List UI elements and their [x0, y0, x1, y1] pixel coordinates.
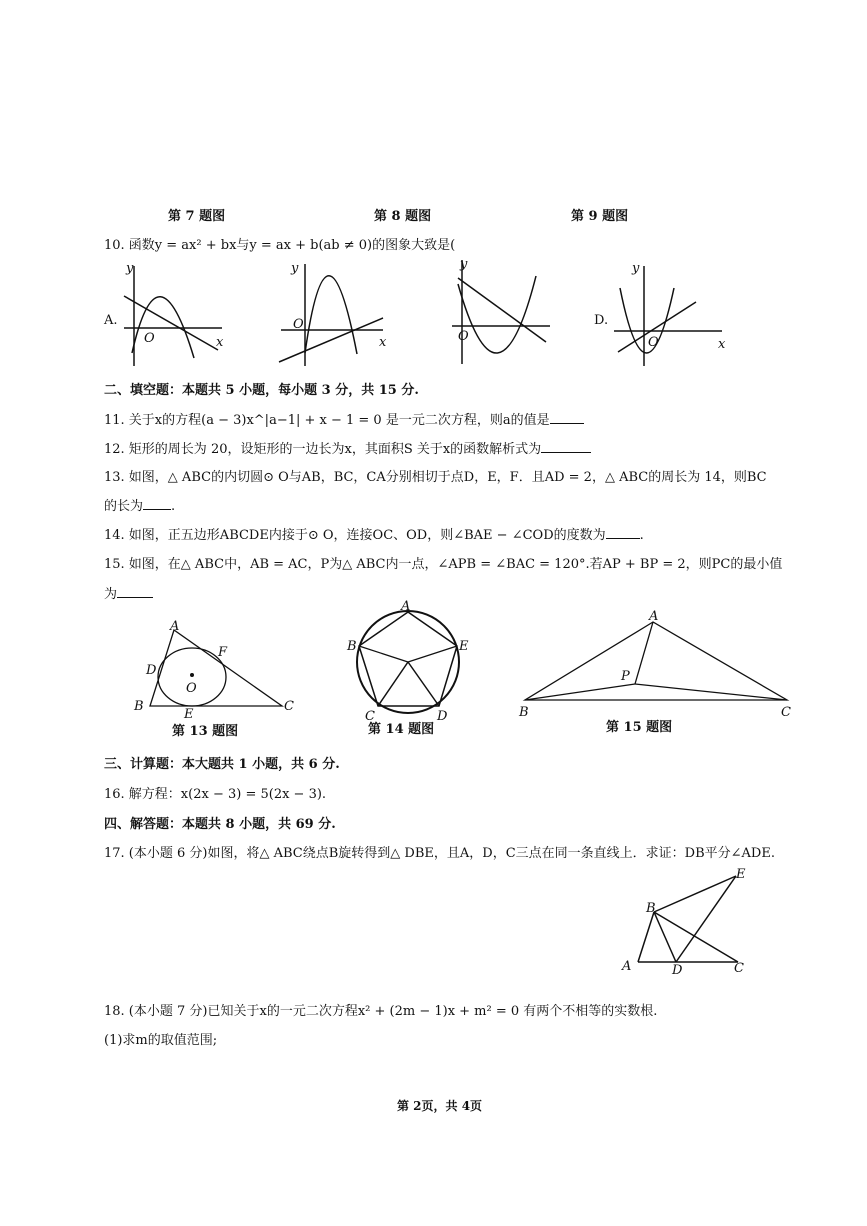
q10-graph-b	[275, 258, 390, 373]
svg-text:C: C	[734, 961, 744, 976]
svg-text:C: C	[365, 709, 375, 724]
svg-text:E: E	[736, 867, 746, 882]
svg-text:y: y	[291, 261, 299, 276]
fig17-rotation	[618, 866, 768, 978]
svg-text:y: y	[460, 257, 468, 272]
q15-line2: 为	[104, 585, 153, 604]
fig7-caption: 第 7 题图	[168, 209, 226, 224]
svg-text:y: y	[632, 261, 640, 276]
svg-text:A: A	[649, 609, 659, 624]
q10-graph-d	[610, 258, 730, 373]
svg-text:O: O	[648, 335, 659, 350]
q14: 14. 如图，正五边形ABCDE内接于⊙ O，连接OC、OD，则∠BAE − ∠COD的度数为 .	[104, 528, 644, 543]
q13-line1: 13. 如图，△ ABC的内切圆⊙ O与AB，BC，CA分别相切于点D，E，F．且AD = 2，△ ABC的周长为 14，则BC	[104, 470, 767, 485]
fig13-triangle-incircle	[130, 618, 305, 722]
svg-text:x: x	[379, 335, 387, 350]
fig8-caption: 第 8 题图	[374, 209, 432, 224]
svg-text:E: E	[459, 639, 469, 654]
page-footer: 第 2页，共 4页	[397, 1099, 483, 1113]
q13-line2: 的长为 .	[104, 499, 176, 514]
svg-text:B: B	[646, 901, 656, 916]
fig9-caption: 第 9 题图	[571, 209, 629, 224]
q10-graph-c	[448, 256, 558, 376]
svg-text:x: x	[718, 337, 726, 352]
svg-text:x: x	[216, 335, 224, 350]
q18-part1: (1)求m的取值范围;	[104, 1033, 218, 1048]
svg-text:B: B	[134, 699, 144, 714]
fig14-pentagon-circle	[345, 599, 475, 724]
svg-text:D: D	[672, 963, 683, 978]
svg-text:C: C	[284, 699, 294, 714]
q10-option-a: A.	[104, 313, 118, 328]
svg-text:C: C	[781, 705, 791, 720]
svg-text:y: y	[126, 261, 134, 276]
svg-text:A: A	[622, 959, 632, 974]
section3-heading: 三、计算题：本大题共 1 小题，共 6 分.	[104, 757, 340, 772]
svg-text:B: B	[347, 639, 357, 654]
svg-text:B: B	[519, 705, 529, 720]
q15-line1: 15. 如图，在△ ABC中，AB = AC，P为△ ABC内一点，∠APB = ∠BAC = 120°.若AP + BP = 2，则PC的最小值	[104, 557, 783, 572]
fig15-caption: 第 15 题图	[606, 720, 673, 735]
q12: 12. 矩形的周长为 20，设矩形的一边长为x，其面积S 关于x的函数解析式为	[104, 440, 591, 459]
section2-heading: 二、填空题：本题共 5 小题，每小题 3 分，共 15 分.	[104, 383, 419, 398]
q10-option-d: D.	[594, 313, 609, 328]
fig14-caption: 第 14 题图	[368, 722, 435, 737]
q10-graph-a	[118, 258, 228, 373]
svg-text:O: O	[144, 331, 155, 346]
q18: 18. (本小题 7 分)已知关于x的一元二次方程x² + (2m − 1)x + m² = 0 有两个不相等的实数根.	[104, 1004, 658, 1019]
svg-text:E: E	[184, 707, 194, 722]
svg-text:O: O	[186, 681, 197, 696]
fig13-caption: 第 13 题图	[172, 724, 239, 739]
svg-text:O: O	[293, 317, 304, 332]
q11: 11. 关于x的方程(a − 3)x^|a−1| + x − 1 = 0 是一元二次方程，则a的值是	[104, 411, 584, 430]
q16: 16. 解方程：x(2x − 3) = 5(2x − 3).	[104, 787, 327, 802]
q10-text: 10. 函数y = ax² + bx与y = ax + b(ab ≠ 0)的图象大致是(	[104, 238, 456, 253]
svg-text:O: O	[458, 329, 469, 344]
svg-text:F: F	[218, 645, 228, 660]
fig15-triangle	[515, 610, 800, 720]
svg-text:A: A	[170, 619, 180, 634]
svg-text:D: D	[146, 663, 157, 678]
section4-heading: 四、解答题：本题共 8 小题，共 69 分.	[104, 817, 336, 832]
svg-text:P: P	[621, 669, 630, 684]
svg-text:D: D	[437, 709, 448, 724]
svg-text:A: A	[401, 599, 411, 614]
q17: 17. (本小题 6 分)如图，将△ ABC绕点B旋转得到△ DBE，且A，D，C三点在同一条直线上．求证：DB平分∠ADE.	[104, 846, 775, 861]
